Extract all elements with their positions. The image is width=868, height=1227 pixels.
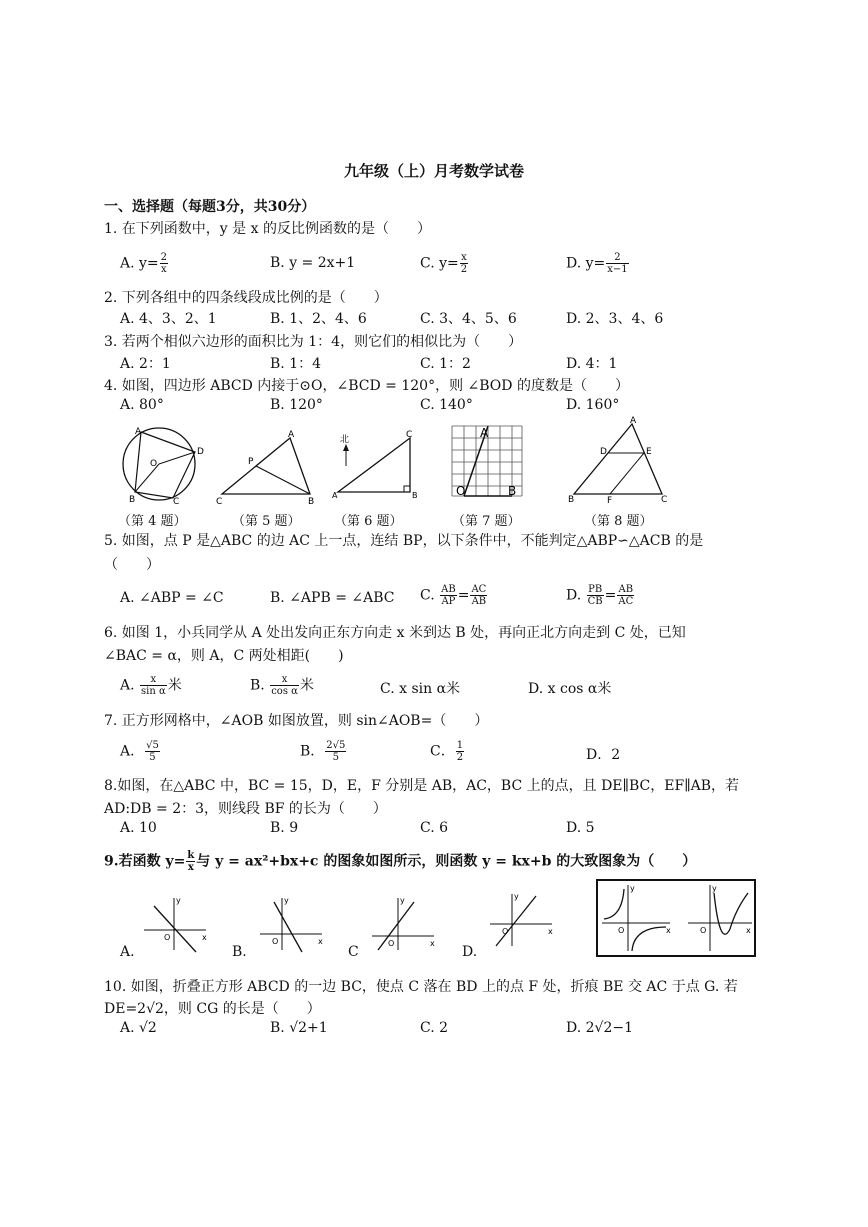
figure-4 [115, 422, 205, 507]
question-7: 7. 正方形网格中，∠AOB 如图放置，则 sin∠AOB=（ ） [104, 713, 489, 729]
f8-label-d: D [600, 447, 607, 457]
q9-given-graphs [596, 879, 756, 957]
svg-text:y: y [712, 884, 717, 893]
q2-option-c: C. 3、4、5、6 [420, 311, 517, 327]
q2-option-a: A. 4、3、2、1 [120, 311, 217, 327]
svg-text:O: O [502, 927, 509, 936]
q1-option-b: B. y = 2x+1 [270, 255, 356, 271]
f4-label-d: D [197, 447, 204, 457]
q9-graph-a [140, 894, 210, 954]
q3-option-b: B. 1：4 [270, 356, 322, 372]
f8-label-f: F [607, 496, 613, 504]
question-2: 2. 下列各组中的四条线段成比例的是（ ） [104, 290, 388, 306]
svg-text:x: x [430, 939, 435, 948]
q5-option-a: A. ∠ABP = ∠C [120, 590, 224, 606]
f6-label-north: 北 [340, 435, 350, 445]
question-8-line2: AD:DB = 2：3，则线段 BF 的长为（ ） [104, 801, 387, 817]
svg-text:y: y [400, 896, 405, 905]
figure-6 [330, 428, 425, 506]
q6-option-b: B. $\frac{x}{\text{cos α}}$ 米 [250, 674, 314, 697]
question-5-line1: 5. 如图，点 P 是△ABC 的边 AC 上一点，连结 BP，以下条件中，不能判定△ABP∽△ACB 的是 [104, 533, 704, 549]
q3-option-c: C. 1：2 [420, 356, 471, 372]
q1-option-c: C. y= $\frac{x}{2}$ [420, 252, 468, 275]
svg-text:O: O [272, 937, 279, 946]
figure-5 [210, 428, 320, 506]
question-10-line1: 10. 如图，折叠正方形 ABCD 的一边 BC，使点 C 落在 BD 上的点 F 处，折痕 BE 交 AC 于点 G. 若 [104, 979, 738, 995]
q9-option-a: A. [120, 944, 135, 960]
q7-option-c: C． $\frac{1}{2}$ [430, 740, 464, 763]
q9-graph-d [486, 890, 556, 950]
q9-option-b: B. [232, 944, 247, 960]
q3-option-a: A. 2：1 [120, 356, 171, 372]
q7-option-a: A． $\frac{√5}{5}$ [120, 740, 159, 763]
svg-text:x: x [666, 926, 671, 935]
q10-option-b: B. √2+1 [270, 1020, 328, 1036]
q4-option-a: A. 80° [120, 397, 164, 413]
q5-option-d: D. $\frac{PB}{CB}$ = $\frac{AB}{AC}$ [566, 584, 634, 607]
q8-option-d: D. 5 [566, 820, 595, 836]
caption-fig7: （第 7 题） [452, 514, 521, 529]
q9-option-d: D. [462, 944, 478, 960]
q8-option-a: A. 10 [120, 820, 157, 836]
q7-option-d: D．2 [586, 747, 621, 763]
caption-fig8: （第 8 题） [584, 514, 653, 529]
q8-option-c: C. 6 [420, 820, 449, 836]
q7-option-b: B． $\frac{2√5}{5}$ [300, 740, 346, 763]
f5-label-a: A [288, 430, 295, 440]
svg-text:O: O [700, 926, 707, 935]
question-6-line1: 6. 如图 1，小兵同学从 A 处出发向正东方向走 x 米到达 B 处，再向正北方向走到 C 处，已知 [104, 625, 686, 641]
q3-option-d: D. 4：1 [566, 356, 618, 372]
f5-label-p: P [248, 457, 254, 467]
f6-label-b: B [412, 491, 418, 500]
svg-text:y: y [284, 896, 289, 905]
question-6-line2: ∠BAC = α，则 A，C 两处相距( ) [104, 648, 344, 664]
caption-fig4: （第 4 题） [118, 514, 187, 529]
f8-label-a: A [630, 416, 637, 426]
svg-text:x: x [548, 927, 553, 936]
f7-label-o: O [456, 484, 466, 498]
q8-option-b: B. 9 [270, 820, 299, 836]
question-1: 1. 在下列函数中，y 是 x 的反比例函数的是（ ） [104, 221, 431, 237]
svg-text:y: y [514, 892, 519, 901]
f6-label-c: C [406, 430, 413, 440]
svg-text:x: x [318, 937, 323, 946]
q2-option-b: B. 1、2、4、6 [270, 311, 367, 327]
question-9: 9.若函数 y= $\frac{k}{x}$ 与 y = ax²+bx+c 的图象如图所示，则函数 y = kx+b 的大致图象为（ ） [104, 850, 697, 873]
f8-label-c: C [661, 495, 668, 504]
q9-graph-b [256, 894, 326, 954]
q10-option-c: C. 2 [420, 1020, 449, 1036]
page-title: 九年级（上）月考数学试卷 [343, 162, 524, 180]
q10-option-d: D. 2√2−1 [566, 1020, 633, 1036]
f4-label-a: A [135, 427, 142, 437]
section-heading: 一、选择题（每题3分，共30分） [104, 199, 316, 215]
f5-label-b: B [308, 497, 315, 506]
caption-fig6: （第 6 题） [334, 514, 403, 529]
q5-option-c: C. $\frac{AB}{AP}$ = $\frac{AC}{AB}$ [420, 584, 487, 607]
svg-text:x: x [746, 926, 751, 935]
q1-option-a: A. y= $\frac{2}{x}$ [120, 252, 168, 275]
f5-label-c: C [216, 497, 223, 506]
question-10-line2: DE=2√2，则 CG 的长是（ ） [104, 1001, 321, 1017]
figure-8 [562, 416, 672, 504]
svg-text:x: x [202, 933, 207, 942]
q4-option-b: B. 120° [270, 397, 323, 413]
svg-text:y: y [630, 884, 635, 893]
question-8-line1: 8.如图，在△ABC 中，BC = 15，D，E，F 分别是 AB，AC，BC 上的点，且 DE∥BC，EF∥AB，若 [104, 778, 740, 794]
question-3: 3. 若两个相似六边形的面积比为 1：4，则它们的相似比为（ ） [104, 334, 523, 350]
svg-text:O: O [618, 926, 625, 935]
q5-option-b: B. ∠APB = ∠ABC [270, 590, 395, 606]
caption-fig5: （第 5 题） [232, 514, 301, 529]
q4-option-c: C. 140° [420, 397, 473, 413]
f8-label-b: B [568, 495, 575, 504]
figure-7 [450, 424, 524, 502]
svg-text:y: y [176, 896, 181, 905]
f6-label-a: A [332, 491, 338, 500]
f4-label-o: O [150, 459, 158, 469]
svg-text:O: O [388, 939, 395, 948]
q6-option-c: C. x sin α米 [380, 681, 461, 697]
q2-option-d: D. 2、3、4、6 [566, 311, 664, 327]
f4-label-c: C [173, 497, 180, 507]
f7-label-b: B [508, 484, 517, 498]
f8-label-e: E [646, 447, 652, 457]
f4-label-b: B [129, 495, 136, 505]
f7-label-a: A [480, 426, 489, 440]
q4-option-d: D. 160° [566, 397, 620, 413]
svg-text:O: O [164, 933, 171, 942]
question-4: 4. 如图，四边形 ABCD 内接于⊙O，∠BCD = 120°，则 ∠BOD 的度数是（ ） [104, 378, 629, 394]
q9-graph-c [368, 894, 438, 954]
q9-option-c: C [348, 944, 359, 960]
q6-option-a: A. $\frac{x}{\text{sin α}}$ 米 [120, 674, 182, 697]
q10-option-a: A. √2 [120, 1020, 157, 1036]
q6-option-d: D. x cos α米 [528, 681, 612, 697]
q1-option-d: D. y= $\frac{2}{x-1}$ [566, 252, 628, 275]
question-5-line2: （ ） [104, 557, 160, 573]
